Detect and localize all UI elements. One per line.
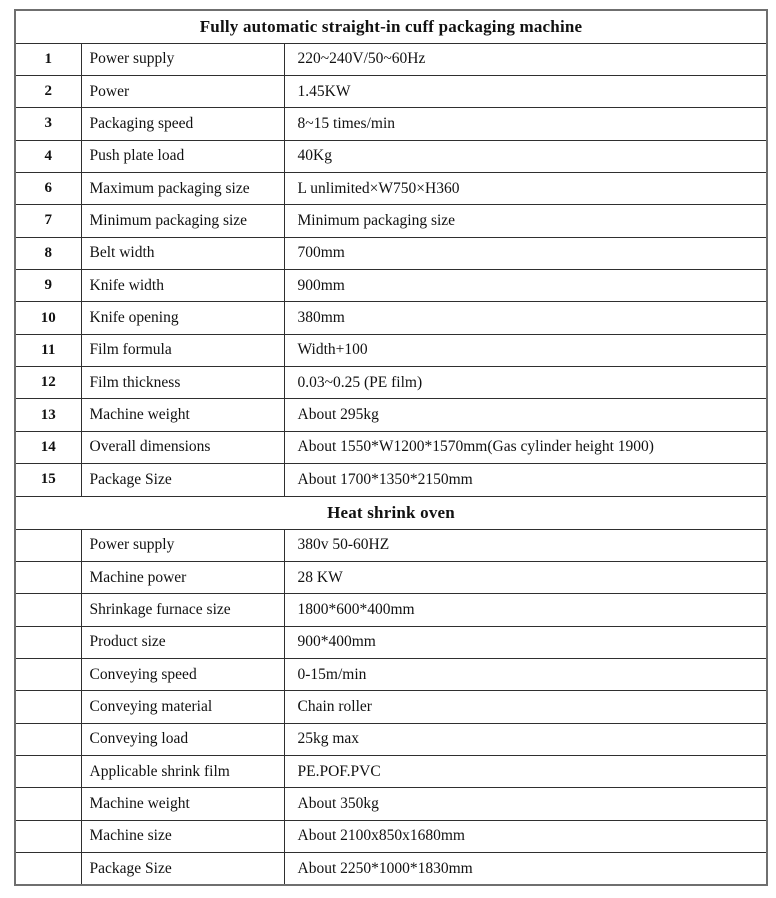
spec-row-label: Conveying load: [81, 723, 284, 755]
spec-row-number: 4: [15, 140, 81, 172]
spec-row-value: About 1700*1350*2150mm: [284, 464, 767, 496]
spec-row-number: [15, 820, 81, 852]
spec-row: [15, 529, 767, 561]
section-title: Heat shrink oven: [15, 496, 767, 529]
spec-row-number: 3: [15, 108, 81, 140]
spec-row-number: 10: [15, 302, 81, 334]
spec-row: [15, 788, 767, 820]
spec-row-number: [15, 529, 81, 561]
spec-row-label: Film formula: [81, 334, 284, 366]
spec-row: [15, 658, 767, 690]
spec-row-number: [15, 853, 81, 885]
spec-row-value: 220~240V/50~60Hz: [284, 43, 767, 75]
spec-row-label: Power supply: [81, 43, 284, 75]
spec-row-number: 15: [15, 464, 81, 496]
spec-row-number: 12: [15, 367, 81, 399]
spec-row-value: 8~15 times/min: [284, 108, 767, 140]
section-title-row: [15, 10, 767, 43]
spec-row-label: Package Size: [81, 853, 284, 885]
spec-row-label: Shrinkage furnace size: [81, 594, 284, 626]
spec-row-number: 6: [15, 172, 81, 204]
spec-row-number: 9: [15, 270, 81, 302]
spec-row: [15, 594, 767, 626]
spec-row: [15, 108, 767, 140]
spec-row-value: L unlimited×W750×H360: [284, 172, 767, 204]
spec-row-value: About 2250*1000*1830mm: [284, 853, 767, 885]
spec-row-number: [15, 756, 81, 788]
spec-row-number: [15, 626, 81, 658]
spec-row-number: [15, 691, 81, 723]
spec-table: [14, 9, 768, 886]
spec-row-label: Machine power: [81, 561, 284, 593]
spec-row-value: 0.03~0.25 (PE film): [284, 367, 767, 399]
spec-row: [15, 431, 767, 463]
spec-row-number: 14: [15, 431, 81, 463]
spec-row: [15, 723, 767, 755]
spec-row-label: Conveying speed: [81, 658, 284, 690]
spec-row: [15, 820, 767, 852]
spec-row: [15, 399, 767, 431]
spec-row-value: 380v 50-60HZ: [284, 529, 767, 561]
spec-row-label: Package Size: [81, 464, 284, 496]
spec-row-value: 25kg max: [284, 723, 767, 755]
spec-row-value: 900mm: [284, 270, 767, 302]
spec-row-label: Power supply: [81, 529, 284, 561]
spec-row-number: 2: [15, 75, 81, 107]
section-title: Fully automatic straight-in cuff packaging machine: [15, 10, 767, 43]
spec-row-value: 1800*600*400mm: [284, 594, 767, 626]
spec-row-label: Machine weight: [81, 788, 284, 820]
spec-row-label: Machine size: [81, 820, 284, 852]
spec-row: [15, 270, 767, 302]
spec-row-value: 900*400mm: [284, 626, 767, 658]
spec-row: [15, 464, 767, 496]
spec-row-label: Applicable shrink film: [81, 756, 284, 788]
spec-row: [15, 626, 767, 658]
spec-row-value: 1.45KW: [284, 75, 767, 107]
spec-row-value: 380mm: [284, 302, 767, 334]
spec-row-label: Minimum packaging size: [81, 205, 284, 237]
spec-row: [15, 43, 767, 75]
section-title-row: [15, 496, 767, 529]
spec-row-value: 700mm: [284, 237, 767, 269]
spec-row-value: About 1550*W1200*1570mm(Gas cylinder height 1900): [284, 431, 767, 463]
spec-table-body: [15, 10, 767, 885]
spec-row-value: PE.POF.PVC: [284, 756, 767, 788]
spec-row-value: Minimum packaging size: [284, 205, 767, 237]
spec-row-value: 28 KW: [284, 561, 767, 593]
spec-row-number: 11: [15, 334, 81, 366]
spec-row: [15, 75, 767, 107]
spec-row-label: Power: [81, 75, 284, 107]
spec-row-number: 8: [15, 237, 81, 269]
spec-row: [15, 172, 767, 204]
spec-row-value: About 2100x850x1680mm: [284, 820, 767, 852]
spec-row-label: Machine weight: [81, 399, 284, 431]
spec-row-value: Width+100: [284, 334, 767, 366]
spec-row: [15, 140, 767, 172]
spec-row-label: Push plate load: [81, 140, 284, 172]
spec-row-value: Chain roller: [284, 691, 767, 723]
spec-row: [15, 237, 767, 269]
spec-row-number: 13: [15, 399, 81, 431]
spec-row-label: Conveying material: [81, 691, 284, 723]
spec-row-label: Packaging speed: [81, 108, 284, 140]
spec-row: [15, 367, 767, 399]
spec-row-value: About 295kg: [284, 399, 767, 431]
spec-row-number: [15, 594, 81, 626]
spec-row-number: [15, 723, 81, 755]
spec-row-number: [15, 658, 81, 690]
spec-row: [15, 205, 767, 237]
spec-row-label: Knife opening: [81, 302, 284, 334]
spec-row: [15, 334, 767, 366]
spec-row: [15, 302, 767, 334]
spec-row-label: Overall dimensions: [81, 431, 284, 463]
spec-row-number: 1: [15, 43, 81, 75]
spec-row-value: 40Kg: [284, 140, 767, 172]
spec-row-label: Belt width: [81, 237, 284, 269]
spec-row-number: 7: [15, 205, 81, 237]
spec-row-value: 0-15m/min: [284, 658, 767, 690]
spec-row-number: [15, 788, 81, 820]
spec-row-label: Knife width: [81, 270, 284, 302]
spec-row: [15, 561, 767, 593]
spec-row-number: [15, 561, 81, 593]
spec-row: [15, 691, 767, 723]
spec-row-label: Maximum packaging size: [81, 172, 284, 204]
spec-row: [15, 756, 767, 788]
spec-row: [15, 853, 767, 885]
spec-row-value: About 350kg: [284, 788, 767, 820]
spec-row-label: Product size: [81, 626, 284, 658]
spec-row-label: Film thickness: [81, 367, 284, 399]
